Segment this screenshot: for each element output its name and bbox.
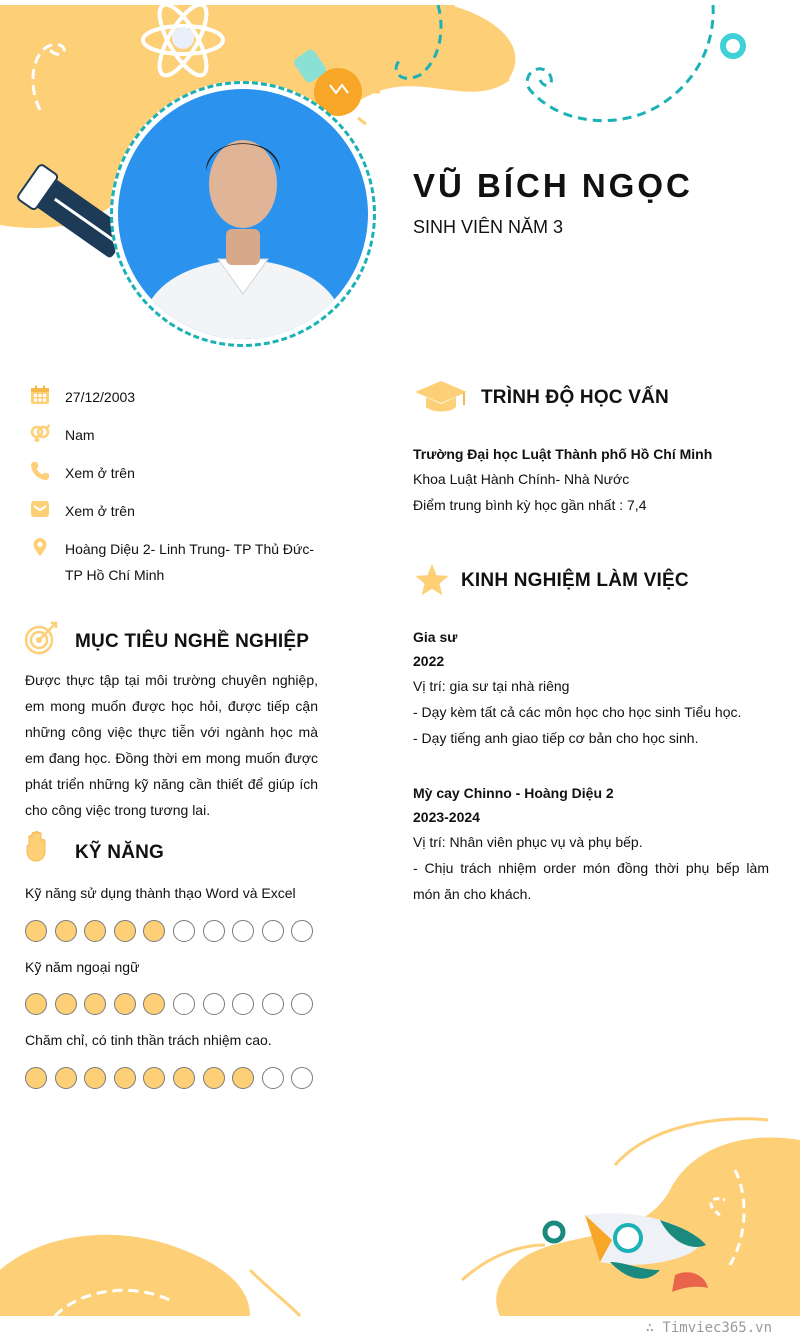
skill-label: Chăm chỉ, có tinh thần trách nhiệm cao. bbox=[25, 1032, 272, 1048]
objective-text: Được thực tập tại môi trường chuyên nghiệp, em mong muốn được học hỏi, được tiếp cận những công việc thực tiễn với ngành học mà em đang học. Đồng thời em mong muốn được phát triển những kỹ năng cần thiết để giúp ích cho công việc trong tương lai. bbox=[25, 672, 318, 818]
email-value: Xem ở trên bbox=[65, 503, 135, 519]
education-title: TRÌNH ĐỘ HỌC VẤN bbox=[481, 387, 669, 408]
profile-photo-frame bbox=[110, 81, 376, 347]
rating-dot-empty bbox=[232, 993, 254, 1015]
gender-icon bbox=[30, 423, 50, 443]
education-school: Trường Đại học Luật Thành phố Hồ Chí Minh bbox=[413, 446, 713, 462]
rating-dot-empty bbox=[291, 993, 313, 1015]
rating-dot-filled bbox=[114, 993, 136, 1015]
rating-dot-filled bbox=[84, 1067, 106, 1089]
job-period: 2023-2024 bbox=[413, 809, 480, 825]
job-position: Vị trí: gia sư tại nhà riêng bbox=[413, 678, 570, 694]
rating-dot-empty bbox=[173, 920, 195, 942]
rating-dot-filled bbox=[25, 920, 47, 942]
gender-value: Nam bbox=[65, 427, 95, 443]
contact-phone bbox=[30, 460, 135, 486]
job-position: Vị trí: Nhân viên phục vụ và phụ bếp. bbox=[413, 834, 643, 850]
candidate-title: SINH VIÊN NĂM 3 bbox=[413, 217, 564, 237]
rating-dot-filled bbox=[25, 1067, 47, 1089]
objective-title: MỤC TIÊU NGHỀ NGHIỆP bbox=[75, 631, 310, 652]
rating-dot-empty bbox=[291, 1067, 313, 1089]
contact-gender bbox=[30, 422, 95, 448]
rating-dot-filled bbox=[25, 993, 47, 1015]
rating-dot-empty bbox=[173, 993, 195, 1015]
email-icon bbox=[30, 499, 50, 519]
watermark: ∴ Timviec365.vn bbox=[645, 1320, 772, 1336]
skills-title: KỸ NĂNG bbox=[75, 842, 165, 863]
rating-dot-filled bbox=[173, 1067, 195, 1089]
rating-dot-empty bbox=[291, 920, 313, 942]
birthdate-value: 27/12/2003 bbox=[65, 389, 136, 405]
rating-dot-empty bbox=[232, 920, 254, 942]
contact-birthdate bbox=[30, 384, 135, 410]
rating-dot-filled bbox=[84, 920, 106, 942]
rating-dot-filled bbox=[114, 920, 136, 942]
rating-dot-empty bbox=[262, 1067, 284, 1089]
rating-dot-filled bbox=[55, 1067, 77, 1089]
rating-dot-filled bbox=[232, 1067, 254, 1089]
rating-dot-filled bbox=[114, 1067, 136, 1089]
skill-label: Kỹ năng sử dụng thành thạo Word và Excel bbox=[25, 885, 296, 901]
rating-dot-empty bbox=[203, 920, 225, 942]
rating-dot-filled bbox=[203, 1067, 225, 1089]
hand-icon bbox=[25, 831, 49, 863]
job-duty: - Dạy tiếng anh giao tiếp cơ bản cho học sinh. bbox=[413, 730, 699, 746]
profile-photo bbox=[118, 89, 368, 339]
phone-value: Xem ở trên bbox=[65, 465, 135, 481]
job-duty: - Dạy kèm tất cả các môn học cho học sinh Tiểu học. bbox=[413, 704, 742, 720]
candidate-name: VŨ BÍCH NGỌC bbox=[413, 167, 693, 204]
skill-label: Kỹ năm ngoại ngữ bbox=[25, 959, 140, 975]
education-faculty: Khoa Luật Hành Chính- Nhà Nước bbox=[413, 471, 630, 487]
calendar-icon bbox=[30, 385, 50, 405]
rating-dot-empty bbox=[262, 920, 284, 942]
rating-dot-empty bbox=[262, 993, 284, 1015]
graduation-cap-icon bbox=[414, 379, 468, 415]
rating-dot-empty bbox=[203, 993, 225, 1015]
contact-email bbox=[30, 498, 135, 524]
job-period: 2022 bbox=[413, 653, 445, 669]
person-silhouette-icon bbox=[118, 89, 368, 339]
rating-dot-filled bbox=[84, 993, 106, 1015]
rating-dot-filled bbox=[55, 993, 77, 1015]
watermark-text: Timviec365.vn bbox=[662, 1320, 772, 1336]
rating-dot-filled bbox=[143, 993, 165, 1015]
star-icon bbox=[414, 563, 450, 597]
job-duty: - Chịu trách nhiệm order món đồng thời phụ bếp làm món ăn cho khách. bbox=[413, 860, 769, 902]
location-pin-icon bbox=[30, 537, 50, 557]
job-company: Gia sư bbox=[413, 629, 458, 645]
experience-title: KINH NGHIỆM LÀM VIỆC bbox=[461, 570, 689, 591]
rating-dot-filled bbox=[143, 1067, 165, 1089]
job-company: Mỳ cay Chinno - Hoàng Diệu 2 bbox=[413, 785, 614, 801]
phone-icon bbox=[30, 461, 50, 481]
address-value: Hoàng Diệu 2- Linh Trung- TP Thủ Đức- TP Hồ Chí Minh bbox=[65, 541, 315, 583]
contact-address bbox=[30, 536, 325, 588]
education-gpa: Điểm trung bình kỳ học gần nhất : 7,4 bbox=[413, 497, 647, 513]
skill-rating bbox=[25, 993, 321, 1015]
skill-rating bbox=[25, 1067, 321, 1089]
target-icon bbox=[24, 621, 58, 655]
rating-dot-filled bbox=[143, 920, 165, 942]
skill-rating bbox=[25, 920, 321, 942]
rating-dot-filled bbox=[55, 920, 77, 942]
